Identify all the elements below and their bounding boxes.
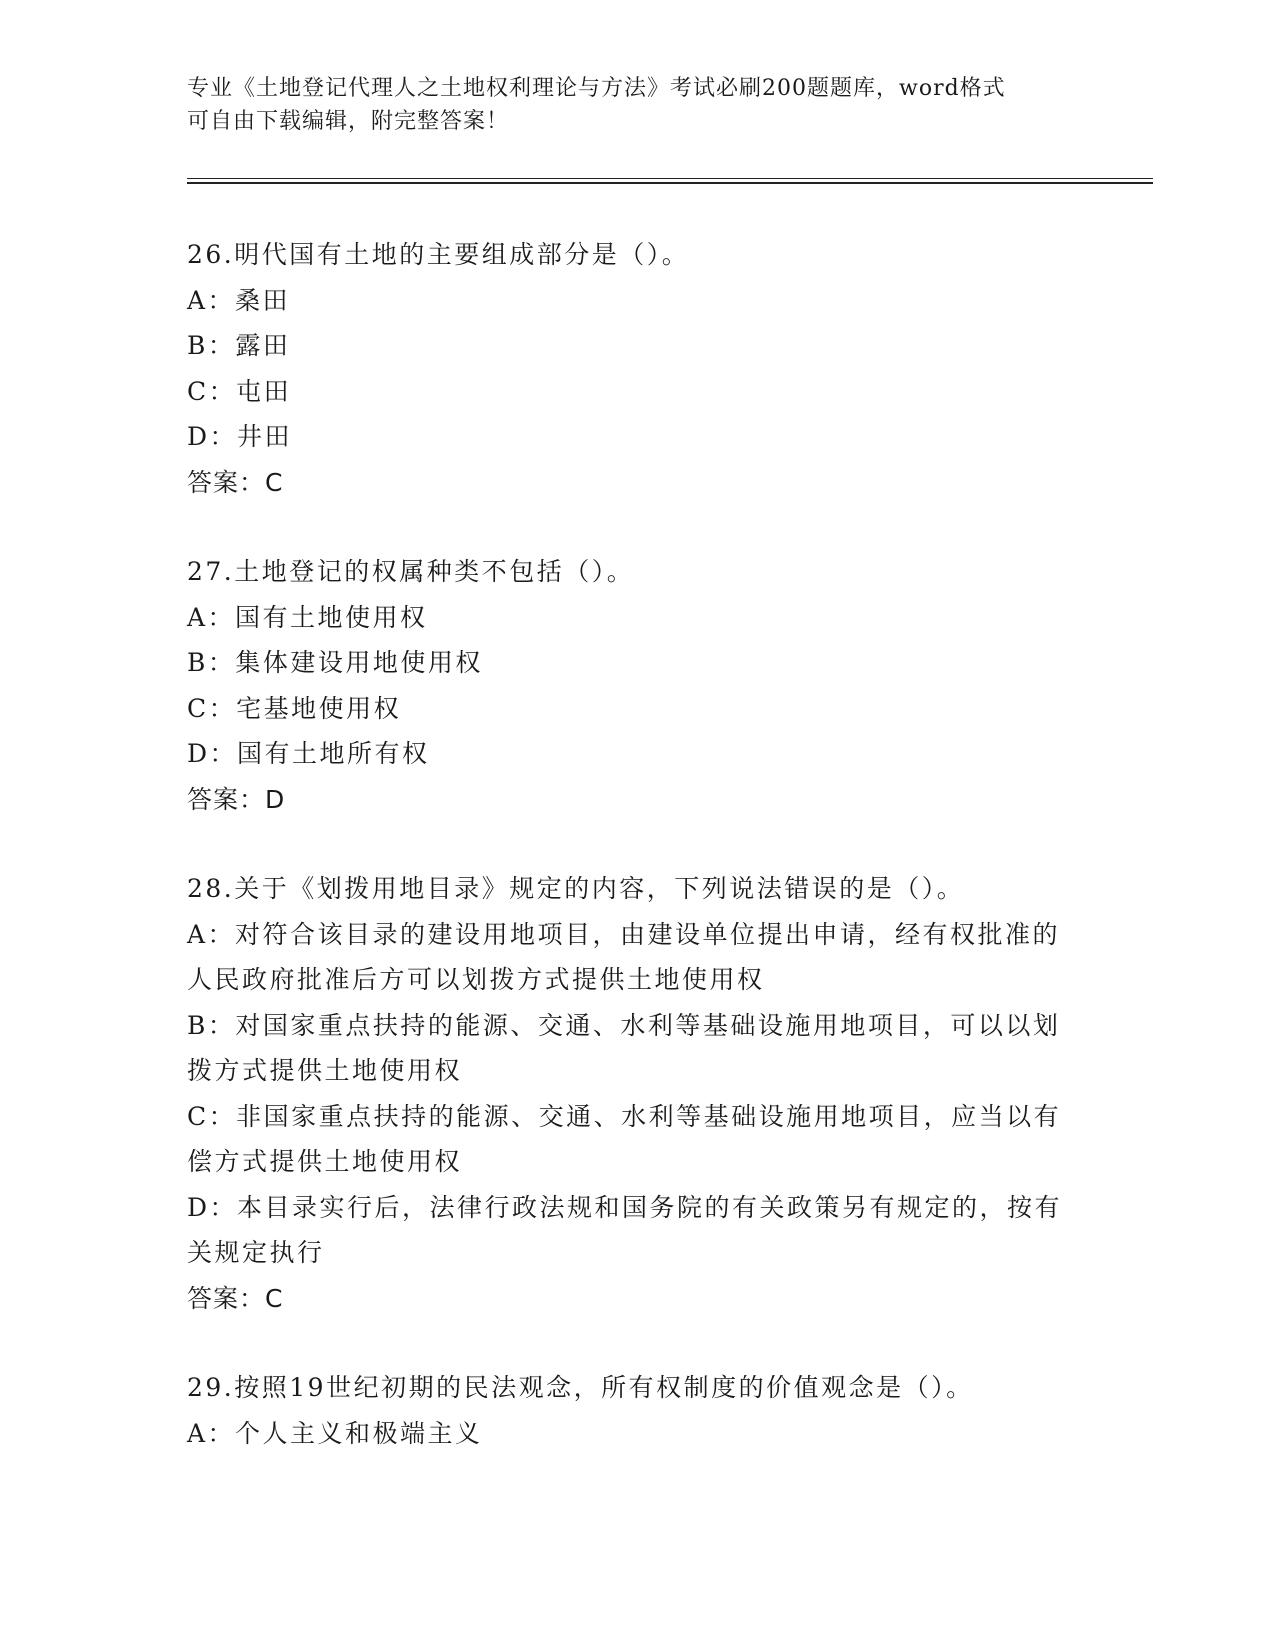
question-stem: 29.按照19世纪初期的民法观念，所有权制度的价值观念是（）。 [187, 1373, 974, 1402]
option-b: B：对国家重点扶持的能源、交通、水利等基础设施用地项目，可以以划拨方式提供土地使用权 [187, 1010, 1061, 1085]
option-d: D：本目录实行后，法律行政法规和国务院的有关政策另有规定的，按有关规定执行 [187, 1192, 1063, 1267]
header-divider-thick [187, 182, 1153, 184]
header-line-2: 可自由下载编辑，附完整答案！ [187, 109, 510, 134]
option-d: D：国有土地所有权 [187, 739, 430, 768]
question-stem: 28.关于《划拨用地目录》规定的内容，下列说法错误的是（）。 [187, 874, 965, 903]
question-stem: 26.明代国有土地的主要组成部分是（）。 [187, 240, 690, 269]
option-d: D：井田 [187, 422, 293, 451]
option-a: A：桑田 [187, 285, 291, 315]
question-28 [187, 866, 1087, 1321]
answer-line: 答案：C [187, 1283, 284, 1313]
option-b: B：集体建设用地使用权 [187, 648, 483, 677]
question-29 [187, 1365, 1087, 1456]
answer-line: 答案：C [187, 467, 284, 497]
option-c: C：非国家重点扶持的能源、交通、水利等基础设施用地项目，应当以有偿方式提供土地使用权 [187, 1101, 1062, 1176]
answer-line: 答案：D [187, 784, 286, 814]
question-stem: 27.土地登记的权属种类不包括（）。 [187, 557, 635, 586]
header-line-1: 专业《土地登记代理人之土地权利理论与方法》考试必刷200题题库，word格式 [187, 76, 1006, 101]
header-divider-thin [187, 178, 1153, 179]
question-list [187, 232, 1087, 1456]
question-27 [187, 549, 1087, 822]
option-a: A：国有土地使用权 [187, 602, 428, 632]
option-b: B：露田 [187, 331, 291, 360]
option-a: A：对符合该目录的建设用地项目，由建设单位提出申请，经有权批准的人民政府批准后方可以划拨方式提供土地使用权 [187, 919, 1061, 994]
option-c: C：屯田 [187, 376, 292, 406]
option-c: C：宅基地使用权 [187, 693, 402, 723]
question-26 [187, 232, 1087, 505]
document-header [187, 72, 1067, 138]
option-a: A：个人主义和极端主义 [187, 1418, 483, 1448]
